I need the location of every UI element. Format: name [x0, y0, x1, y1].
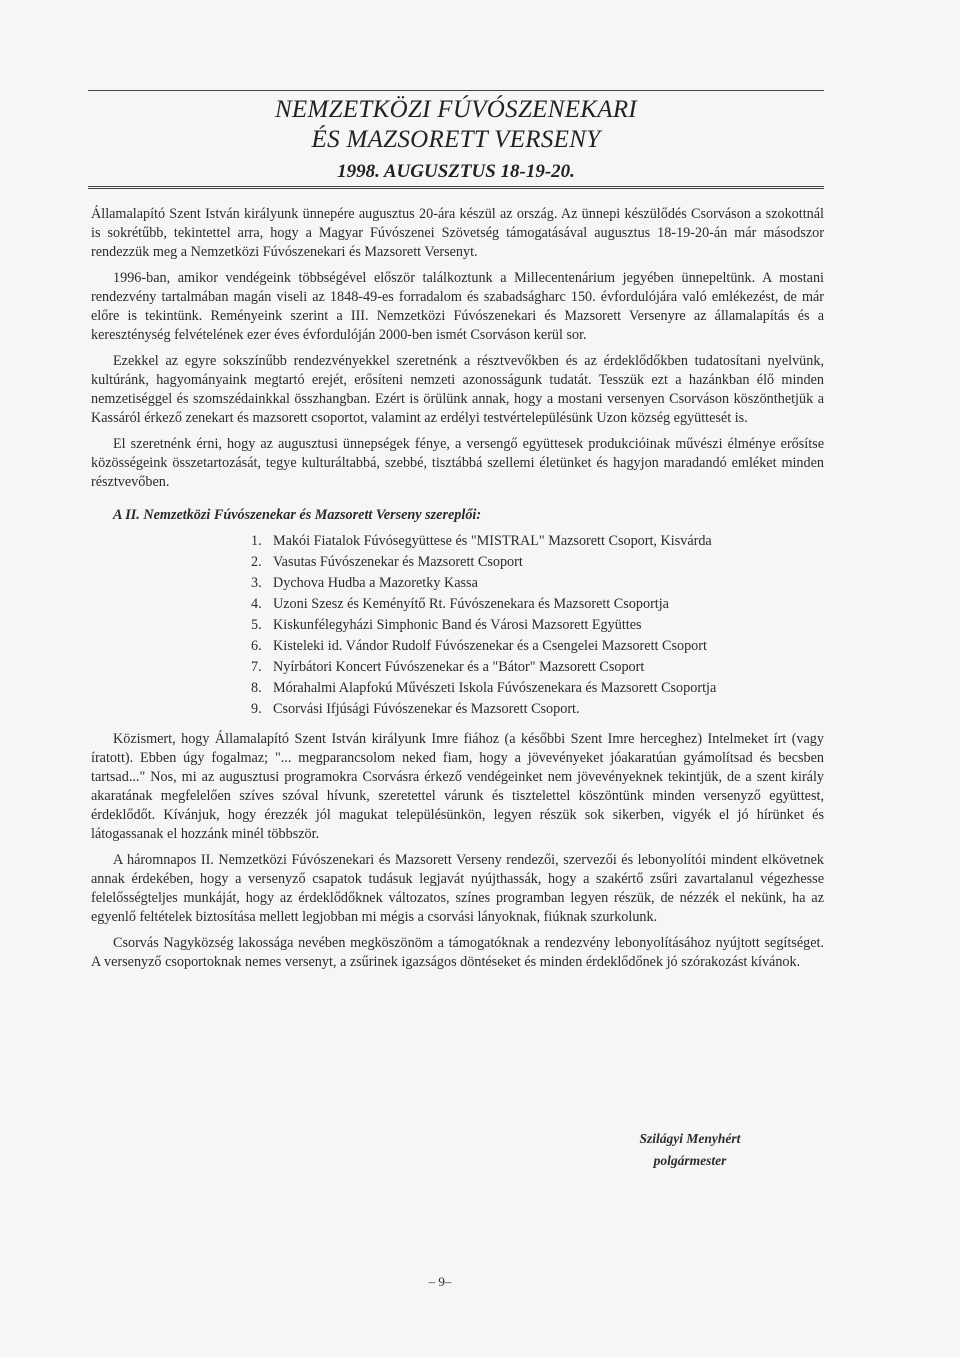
participant-name: Nyírbátori Koncert Fúvószenekar és a "Bátor" Mazsorett Csoport — [273, 659, 645, 675]
header-bottom-rule — [88, 186, 824, 189]
page-number: – 9– — [428, 1274, 452, 1289]
participant-name: Kiskunfélegyházi Simphonic Band és Városi Mazsorett Együttes — [273, 617, 642, 633]
participant-item — [251, 699, 824, 720]
event-date: 1998. AUGUSZTUS 18-19-20. — [337, 161, 575, 182]
header-top-rule — [88, 90, 824, 91]
participant-number: 2. — [251, 554, 262, 570]
participant-name: Csorvási Ifjúsági Fúvószenekar és Mazsorett Csoport. — [273, 701, 580, 717]
participant-item — [251, 636, 824, 657]
participant-name: Vasutas Fúvószenekar és Mazsorett Csoport — [273, 554, 523, 570]
participant-item — [251, 615, 824, 636]
signature-role: polgármester — [653, 1153, 727, 1168]
participant-item — [251, 594, 824, 615]
participant-name: Uzoni Szesz és Keményítő Rt. Fúvószenekara és Mazsorett Csoportja — [273, 596, 669, 612]
title-line-2: ÉS MAZSORETT VERSENY — [311, 126, 601, 153]
participant-item — [251, 531, 824, 552]
participant-name: Mórahalmi Alapfokú Művészeti Iskola Fúvószenekara és Mazsorett Csoportja — [273, 680, 717, 696]
participant-name: Makói Fiatalok Fúvósegyüttese és "MISTRAL" Mazsorett Csoport, Kisvárda — [273, 533, 712, 549]
participant-item — [251, 678, 824, 699]
participant-number: 3. — [251, 575, 262, 591]
participant-number: 1. — [251, 533, 262, 549]
title-line-1: NEMZETKÖZI FÚVÓSZENEKARI — [274, 96, 638, 123]
closing-paragraph-3: Csorvás Nagyközség lakossága nevében megköszönöm a támogatóknak a rendezvény lebonyolításához nyújtott segítséget. A versenyző csoportoknak nemes versenyt, a zsűrinek igazságos döntéseket és minden érdeklődőnek jó szórakozást kívánok. — [91, 935, 824, 970]
participant-item — [251, 552, 824, 573]
closing-paragraph-1: Közismert, hogy Államalapító Szent István királyunk Imre fiához (a későbbi Szent Imre herceghez) Intelmeket írt (vagy íratott). Ebben úgy fogalmaz; "... megparancsolom neked fiam, hogy a jövevényeket jóakaratúan gyámolítsad és becsben tartsad..." Nos, mi az augusztusi programokra Csorvásra érkező vendégeinket nem jövevényeknek tekintjük, de a szent király akaratának megfelelően szíves szóval hívunk, szeretettel várunk és tisztelettel köszöntünk minden versenyző együttest, érdeklődőt. Kívánjuk, hogy érezzék jól magukat településünkön, legyen részük sok sikerben, vigyék el jó hírünket és látogassanak el hozzánk minél többször. — [91, 731, 824, 842]
closing-paragraph-2: A háromnapos II. Nemzetközi Fúvószenekari és Mazsorett Verseny rendezői, szervezői és lebonyolítói mindent elkövetnek annak érdekében, hogy a versenyző csapatok tudásuk legjavát nyújthassák, hogy a szakértő zsűri zavartalanul végezhesse felelősségteljes munkáját, hogy az érdeklődőknek változatos, színes programban legyen részük, de nézzék el nekünk, ha az egyenlő feltételek biztosítása mellett legjobban mi mégis a csorvási lányoknak, fiúknak szurkolunk. — [91, 852, 824, 925]
signature-name: Szilágyi Menyhért — [639, 1131, 741, 1146]
participant-name: Dychova Hudba a Mazoretky Kassa — [273, 575, 478, 591]
paragraph-3: Ezekkel az egyre sokszínűbb rendezvényekkel szeretnénk a résztvevőkben és az érdeklődőkben tudatosítani nyelvünk, kultúránk, hagyományaink megtartó erejét, erősíteni nemzeti azonosságunk tudatát. Tesszük ezt a hazánkban élő minden nemzetiséggel és szomszédainkkal összhangban. Ezért is örülünk annak, hogy a mostani versenyen Csorváson köszönthetjük a Kassáról érkező zenekart és mazsorett csoportot, valamint az erdélyi testvértelepülésünk Uzon község együttesét is. — [91, 353, 824, 426]
participant-number: 7. — [251, 659, 262, 675]
body-text — [91, 205, 824, 979]
document-header — [88, 95, 824, 187]
participant-number: 9. — [251, 701, 262, 717]
paragraph-1: Államalapító Szent István királyunk ünnepére augusztus 20-ára készül az ország. Az ünnepi készülődés Csorváson a szokottnál is sokrétűbb, tekintettel arra, hogy a Magyar Fúvószenei Szövetség támogatásával augusztus 18-19-20-án már másodszor rendezzük meg a Nemzetközi Fúvószenekari és Mazsorett Versenyt. — [91, 206, 824, 260]
signature-block — [600, 1128, 780, 1172]
participant-number: 4. — [251, 596, 262, 612]
paragraph-2: 1996-ban, amikor vendégeink többségével először találkoztunk a Millecentenárium jegyében ünnepeltünk. A mostani rendezvény tartalmában magán viseli az 1848-49-es forradalom és szabadságharc 150. évfordulójára való emlékezést, de már előre is tekintünk. Reményeink szerint a III. Nemzetközi Fúvószenekari és Mazsorett Versenyre az államalapítás és a kereszténység felvételének ezer éves évfordulóján 2000-ben ismét Csorváson kerül sor. — [91, 270, 824, 343]
participant-item — [251, 573, 824, 594]
paragraph-4: El szeretnénk érni, hogy az augusztusi ünnepségek fénye, a versengő együttesek produkcióinak művészi élménye erősítse közösségeink összetartozását, tegye kulturáltabbá, szebbé, tisztábbá szellemi életünket és hagyjon maradandó emléket minden résztvevőben. — [91, 436, 824, 490]
participants-heading: A II. Nemzetközi Fúvószenekar és Mazsorett Verseny szereplői: — [113, 507, 482, 523]
participant-name: Kisteleki id. Vándor Rudolf Fúvószenekar és a Csengelei Mazsorett Csoport — [273, 638, 707, 654]
participant-number: 5. — [251, 617, 262, 633]
participant-number: 6. — [251, 638, 262, 654]
participant-item — [251, 657, 824, 678]
participant-number: 8. — [251, 680, 262, 696]
participants-list — [91, 531, 824, 720]
